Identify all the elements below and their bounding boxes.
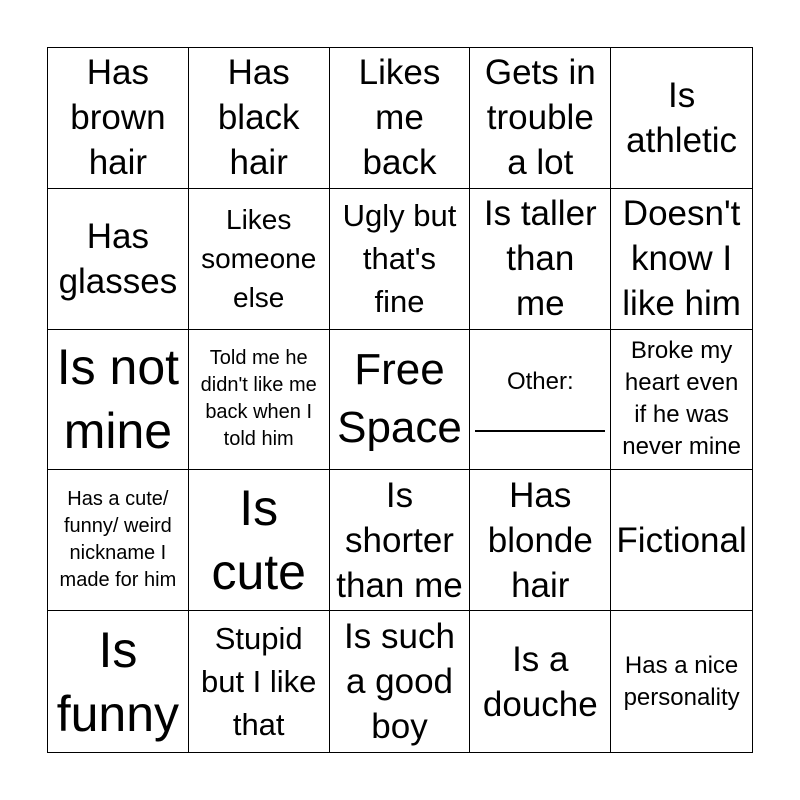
bingo-cell-text: Has blonde hair — [487, 475, 593, 605]
bingo-cell-text: Stupid but I like that — [200, 621, 317, 743]
bingo-cell[interactable] — [330, 611, 471, 752]
bingo-cell[interactable] — [470, 470, 611, 611]
bingo-cell-text: Doesn't know I like him — [622, 194, 741, 324]
bingo-cell-text: Has brown hair — [70, 53, 166, 183]
bingo-cell[interactable] — [470, 189, 611, 330]
bingo-cell-text: Is cute — [211, 480, 306, 601]
bingo-cell[interactable] — [48, 470, 189, 611]
bingo-cell-text: Is taller than me — [483, 194, 597, 324]
bingo-cell-text: Is funny — [56, 621, 180, 742]
bingo-cell-text: Likes someone else — [201, 204, 317, 314]
bingo-cell[interactable] — [611, 470, 752, 611]
bingo-cell[interactable] — [189, 470, 330, 611]
bingo-cell-text: Broke my heart even if he was never mine — [622, 337, 741, 461]
bingo-cell[interactable] — [48, 611, 189, 752]
bingo-cell[interactable] — [330, 330, 471, 471]
bingo-cell[interactable] — [611, 189, 752, 330]
bingo-cell[interactable] — [189, 330, 330, 471]
bingo-cell[interactable] — [48, 48, 189, 189]
bingo-cell-text: Ugly but that's fine — [342, 198, 457, 320]
bingo-cell[interactable] — [470, 611, 611, 752]
bingo-cell-text: Has black hair — [217, 53, 300, 183]
bingo-cell-text: Is athletic — [626, 75, 738, 160]
write-in-line — [475, 430, 605, 432]
bingo-cell[interactable] — [611, 611, 752, 752]
bingo-cell[interactable] — [189, 611, 330, 752]
bingo-cell[interactable] — [330, 189, 471, 330]
bingo-cell[interactable] — [330, 48, 471, 189]
bingo-cell[interactable] — [189, 48, 330, 189]
bingo-cell-text: Fictional — [616, 520, 747, 560]
bingo-cell[interactable] — [189, 189, 330, 330]
bingo-cell[interactable] — [48, 189, 189, 330]
bingo-cell[interactable] — [611, 48, 752, 189]
bingo-board — [47, 47, 753, 753]
bingo-cell[interactable] — [470, 48, 611, 189]
bingo-cell-text: Likes me back — [358, 53, 441, 183]
bingo-cell-text: Gets in trouble a lot — [484, 53, 596, 183]
bingo-cell[interactable] — [330, 470, 471, 611]
bingo-cell-text: Other: — [506, 368, 574, 396]
bingo-cell[interactable] — [470, 330, 611, 471]
bingo-cell-text: Has glasses — [58, 216, 178, 301]
bingo-cell-text: Told me he didn't like me back when I told him — [200, 347, 317, 451]
bingo-cell[interactable] — [611, 330, 752, 471]
bingo-cell-text: Is not mine — [56, 339, 180, 460]
bingo-cell-text: Is shorter than me — [336, 475, 463, 605]
bingo-cell-text: Free Space — [337, 345, 462, 453]
bingo-cell-text: Is a douche — [482, 639, 598, 724]
bingo-cell-text: Is such a good boy — [344, 617, 455, 747]
bingo-cell[interactable] — [48, 330, 189, 471]
bingo-cell-text: Has a nice personality — [623, 651, 740, 711]
bingo-cell-text: Has a cute/ funny/ weird nickname I made for him — [59, 488, 177, 592]
